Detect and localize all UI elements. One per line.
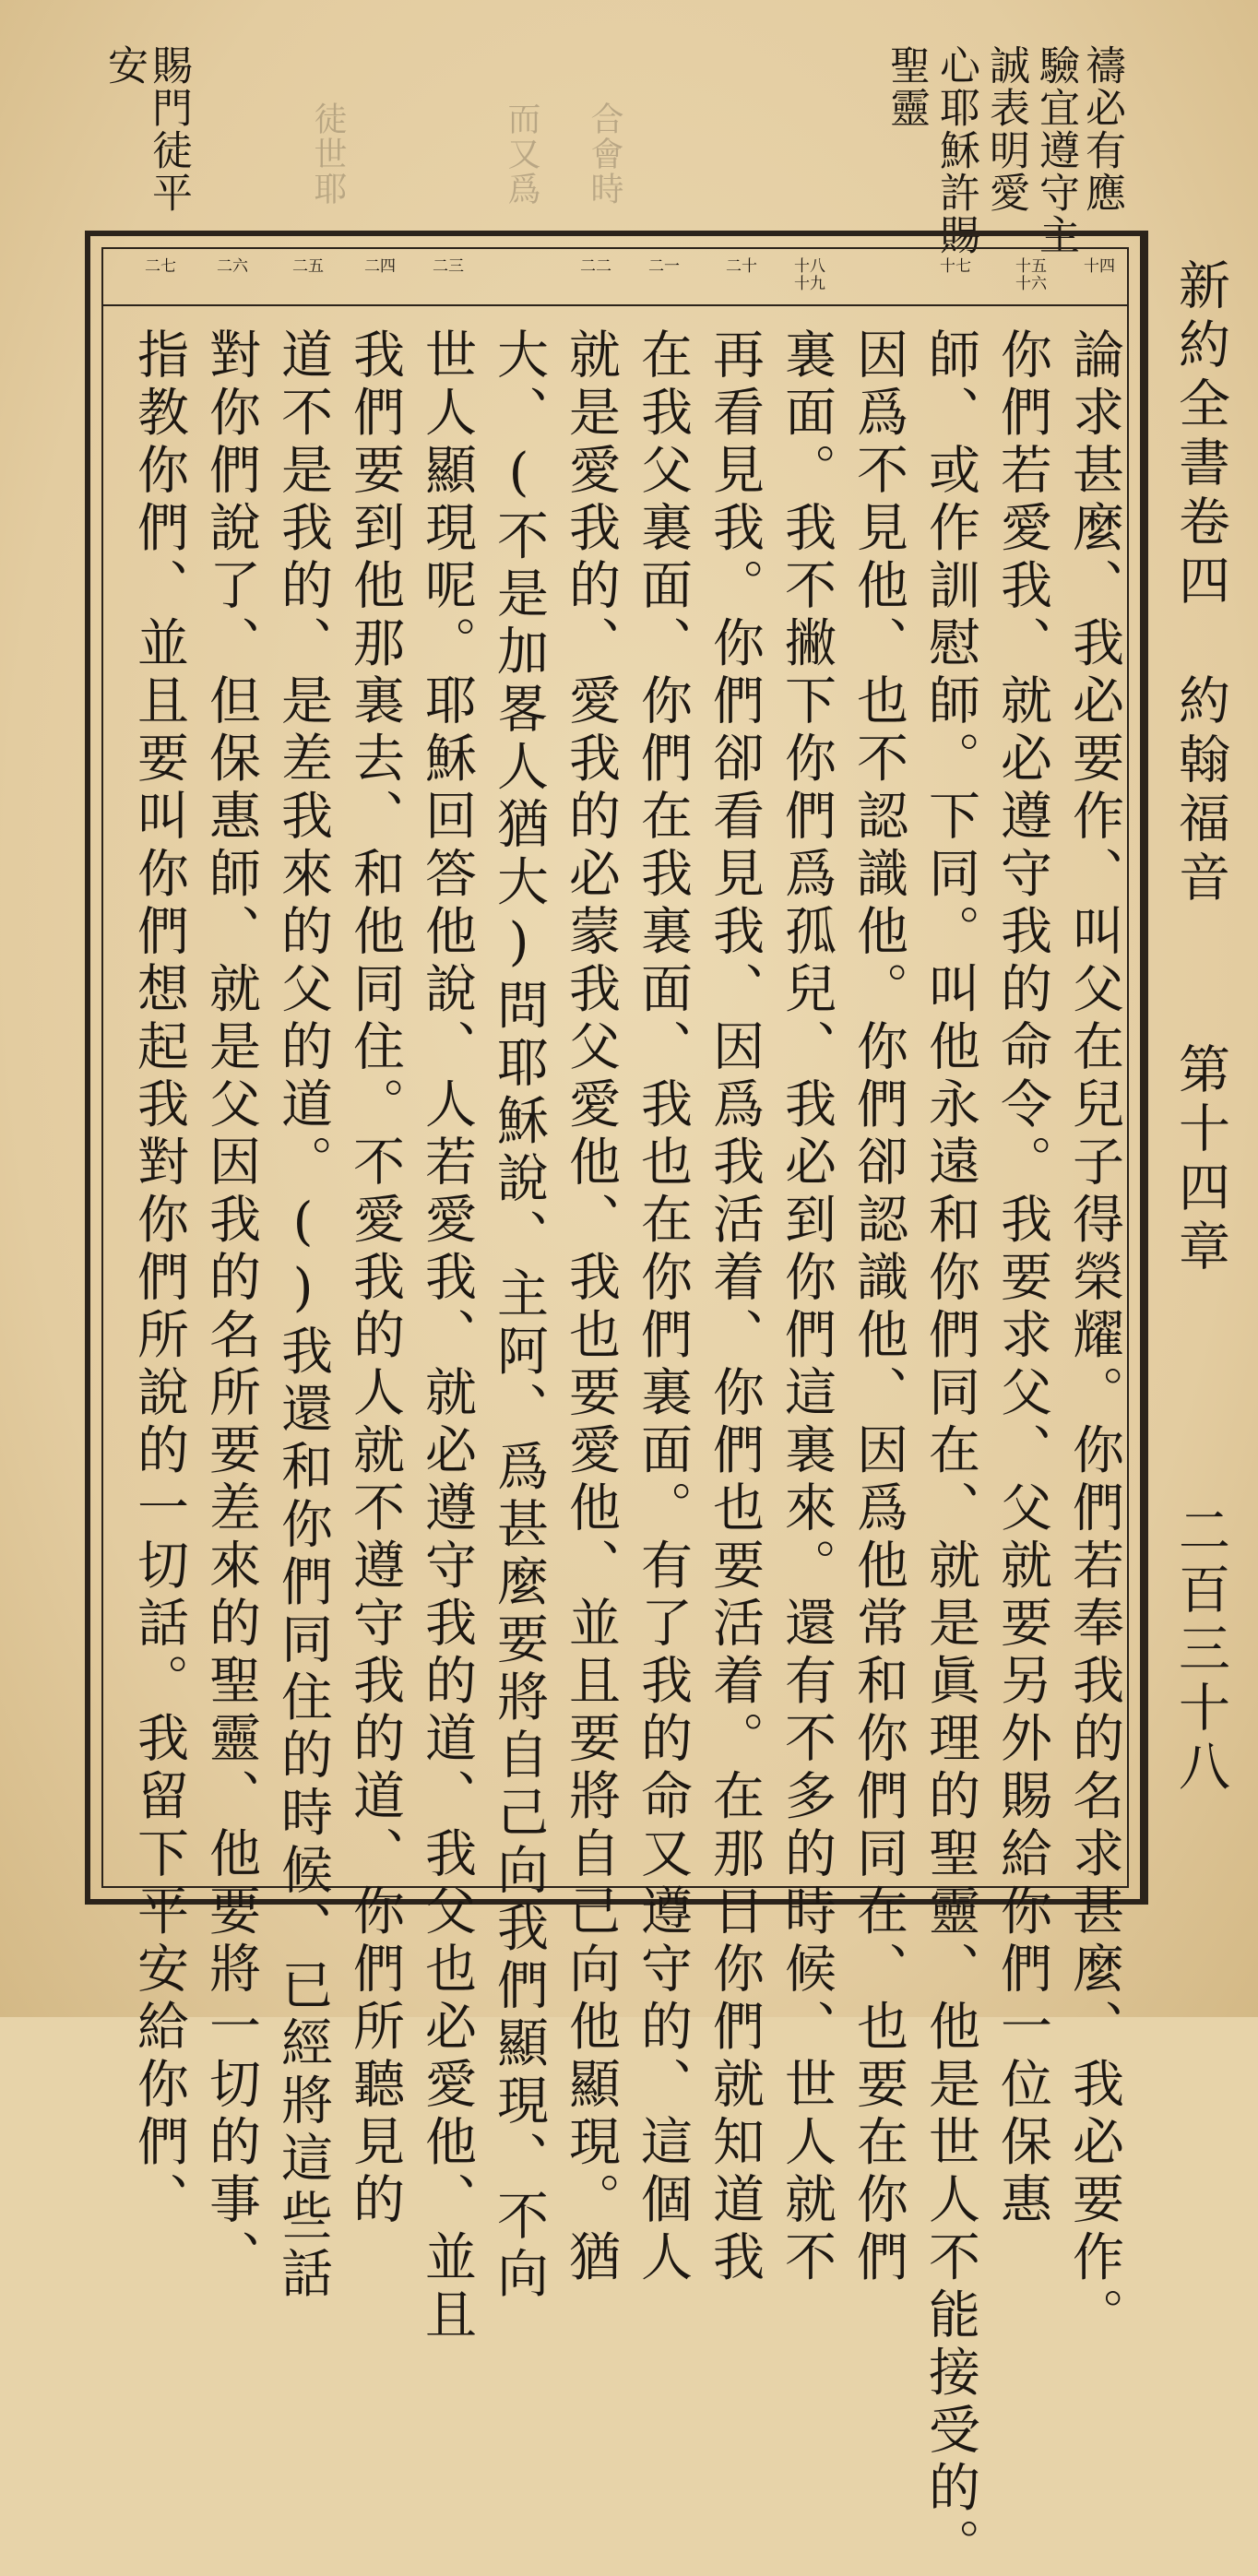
text-column: 再看見我。你們卻看見我、因爲我活着、你們也要活着。在那日你們就知道我 <box>705 327 765 2287</box>
text-column: 對你們說了、但保惠師、就是父因我的名所要差來的聖靈、他要將一切的事、 <box>201 327 261 2287</box>
verse-number: 二一 <box>648 257 680 276</box>
bleed-through-text: 而又爲 <box>503 101 540 207</box>
verse-number: 十四 <box>1084 257 1115 276</box>
marginal-notes <box>101 37 1153 256</box>
text-column: 世人顯現呢。耶穌回答他說、人若愛我、就必遵守我的道、我父也必愛他、並且 <box>417 327 477 2345</box>
verse-number: 二四 <box>364 257 396 276</box>
verse-number-rule <box>101 304 1129 306</box>
text-column: 我們要到他那裏去、和他同住。不愛我的人就不遵守我的道、你們所聽見的 <box>345 327 405 2230</box>
running-header <box>1164 249 1241 1900</box>
text-column: 論求甚麼、我必要作、叫父在兒子得榮耀。你們若奉我的名求甚麼、我必要作。 <box>1064 327 1124 2345</box>
text-column: 就是愛我的、愛我的必蒙我父愛他、我也要愛他、並且要將自己向他顯現。猶 <box>561 327 621 2287</box>
verse-number: 二六 <box>217 257 248 276</box>
text-column: 師、或作訓慰師。下同。叫他永遠和你們同在、就是眞理的聖靈、他是世人不能接受的。 <box>920 327 980 2576</box>
text-column: 道不是我的、是差我來的父的道。()我還和你們同住的時候、已經將這些話 <box>273 327 333 2304</box>
verse-number: 十七 <box>940 257 971 276</box>
bleed-through-text: 徒世耶 <box>309 101 347 207</box>
marginal-note: 賜門徒平 <box>145 44 192 214</box>
text-column: 大、(不是加畧人猶大)問耶穌說、主阿、爲甚麼要將自己向我們顯現、不向 <box>489 327 549 2304</box>
header-divider <box>1145 231 1148 1905</box>
verse-number: 十八 十九 <box>794 257 825 293</box>
text-column: 因爲不見他、也不認識他。你們卻認識他、因爲他常和你們同在、也要在你們 <box>849 327 908 2287</box>
book-title: 新約全書卷四 <box>1170 258 1230 612</box>
marginal-note: 心耶穌許賜 <box>932 44 979 256</box>
marginal-note: 禱必有應 <box>1078 44 1125 214</box>
verse-number: 十五 十六 <box>1015 257 1047 293</box>
verse-number: 二三 <box>433 257 464 276</box>
chapter-label: 第十四章 <box>1170 1042 1230 1278</box>
marginal-note: 安 <box>101 44 148 87</box>
marginal-note: 聖靈 <box>883 44 930 129</box>
marginal-note: 驗宜遵守主 <box>1032 44 1079 256</box>
verse-number: 二十 <box>726 257 757 276</box>
text-column: 指教你們、並且要叫你們想起我對你們所說的一切話。我留下平安給你們、 <box>129 327 189 2230</box>
gospel-title: 約翰福音 <box>1170 673 1230 909</box>
page-number: 二百三十八 <box>1170 1503 1230 1798</box>
verse-number: 二二 <box>580 257 611 276</box>
verse-number: 二七 <box>145 257 176 276</box>
marginal-note: 誠表明愛 <box>982 44 1029 214</box>
verse-number: 二五 <box>292 257 324 276</box>
text-column: 裏面。我不撇下你們爲孤兒、我必到你們這裏來。還有不多的時候、世人就不 <box>777 327 837 2287</box>
bleed-through-text: 合會時 <box>586 101 623 207</box>
text-column: 你們若愛我、就必遵守我的命令。我要求父、父就要另外賜給你們一位保惠 <box>992 327 1052 2230</box>
text-column: 在我父裏面、你們在我裏面、我也在你們裏面。有了我的命又遵守的、這個人 <box>633 327 693 2287</box>
